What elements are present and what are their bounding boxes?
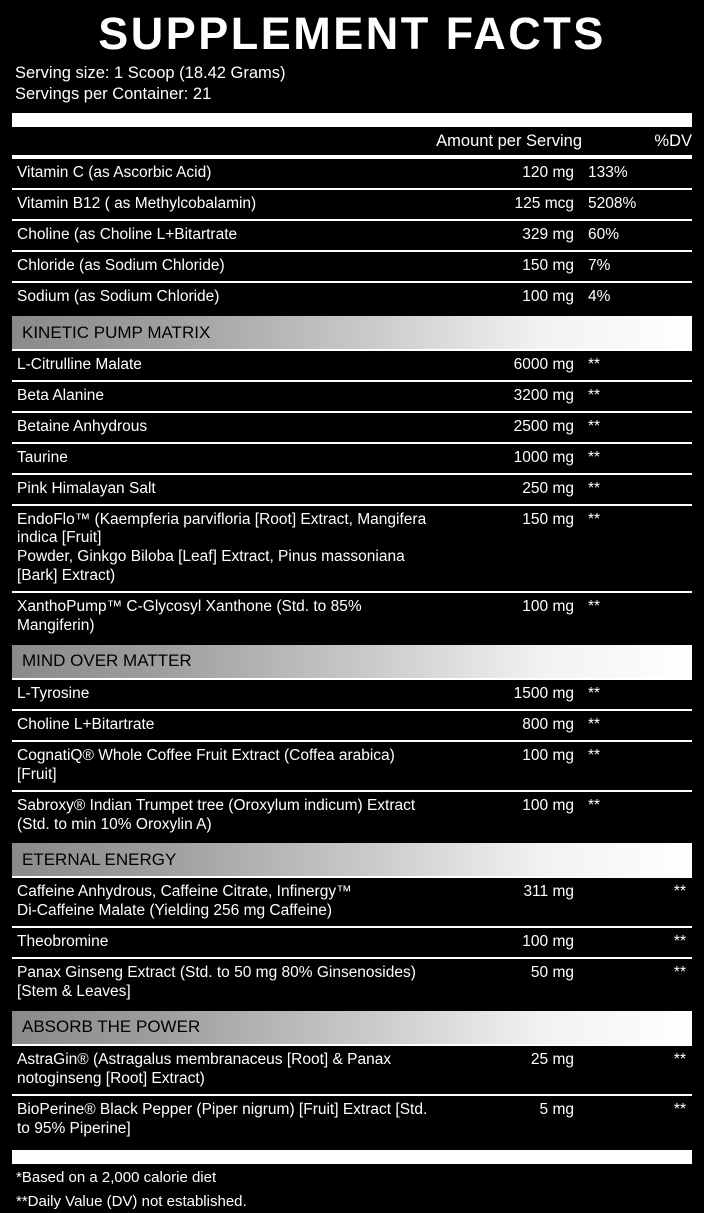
nutrient-name: Theobromine bbox=[17, 933, 109, 951]
nutrient-name-wrap bbox=[12, 792, 432, 840]
blend-0-row-6 bbox=[12, 593, 692, 641]
blend-1-row-1 bbox=[12, 711, 692, 740]
table-row bbox=[12, 475, 692, 504]
nutrient-name-line2: Powder, Ginkgo Biloba [Leaf] Extract, Pinus massoniana [Bark] Extract) bbox=[17, 548, 405, 585]
vitamins-table-2 bbox=[12, 190, 692, 219]
blend-0-row-0 bbox=[12, 351, 692, 380]
nutrient-name-wrap bbox=[12, 506, 432, 592]
nutrient-name-wrap bbox=[12, 878, 432, 926]
nutrient-dv: ** bbox=[588, 479, 601, 497]
blend-2-row-1 bbox=[12, 928, 692, 957]
nutrient-dv: 7% bbox=[588, 257, 611, 275]
nutrient-amount: 1500 mg bbox=[513, 684, 574, 702]
nutrient-dv: ** bbox=[588, 715, 601, 733]
nutrient-name: BioPerine® Black Pepper (Piper nigrum) [Fruit] Extract [Std. to 95% Piperine] bbox=[17, 1100, 428, 1137]
blend-header-eternal-energy: ETERNAL ENERGY bbox=[12, 843, 692, 876]
nutrient-name: Beta Alanine bbox=[17, 386, 105, 404]
nutrient-name: L-Tyrosine bbox=[17, 684, 90, 702]
table-row bbox=[12, 680, 692, 709]
nutrient-amount: 2500 mg bbox=[513, 417, 574, 435]
nutrient-name: Pink Himalayan Salt bbox=[17, 479, 156, 497]
nutrient-dv: ** bbox=[673, 883, 686, 901]
header-amount: Amount per Serving bbox=[436, 132, 582, 151]
header-dv: %DV bbox=[654, 132, 692, 151]
nutrient-dv: ** bbox=[673, 1050, 686, 1068]
table-row bbox=[12, 444, 692, 473]
table-row bbox=[12, 506, 692, 592]
nutrient-amount: 50 mg bbox=[530, 964, 574, 982]
nutrient-dv: ** bbox=[673, 964, 686, 982]
nutrient-amount: 150 mg bbox=[522, 257, 574, 275]
header-divider-bar bbox=[12, 113, 692, 127]
nutrient-dv: ** bbox=[588, 356, 601, 373]
blend-header-absorb-the-power: ABSORB THE POWER bbox=[12, 1011, 692, 1044]
nutrient-amount: 100 mg bbox=[522, 598, 574, 616]
blend-1-row-3 bbox=[12, 792, 692, 840]
blend-0-row-3 bbox=[12, 444, 692, 473]
table-row bbox=[12, 190, 692, 219]
nutrient-amount: 125 mcg bbox=[514, 195, 574, 213]
vitamins-table bbox=[12, 159, 692, 188]
blend-0-row-1 bbox=[12, 382, 692, 411]
nutrient-amount: 100 mg bbox=[522, 746, 574, 764]
footnote-calorie-diet: *Based on a 2,000 calorie diet bbox=[16, 1168, 217, 1186]
nutrient-dv: 5208% bbox=[588, 195, 637, 213]
serving-size: Serving size: 1 Scoop (18.42 Grams) bbox=[15, 64, 286, 83]
table-row bbox=[12, 742, 692, 790]
nutrient-name-line1: Caffeine Anhydrous, Caffeine Citrate, Infinergy™ bbox=[17, 883, 352, 901]
blend-header-kinetic-pump-matrix: KINETIC PUMP MATRIX bbox=[12, 316, 692, 349]
table-row bbox=[12, 1046, 692, 1094]
blend-1-row-2 bbox=[12, 742, 692, 790]
nutrient-name: Panax Ginseng Extract (Std. to 50 mg 80% Ginsenosides) [Stem & Leaves] bbox=[17, 964, 416, 1001]
nutrient-amount: 100 mg bbox=[522, 796, 574, 814]
nutrient-name-line2: Di-Caffeine Malate (Yielding 256 mg Caffeine) bbox=[17, 902, 333, 920]
nutrient-dv: ** bbox=[588, 598, 601, 616]
nutrient-dv: 133% bbox=[588, 164, 628, 182]
table-row bbox=[12, 792, 692, 840]
nutrient-dv: ** bbox=[588, 684, 601, 702]
table-row bbox=[12, 928, 692, 957]
nutrient-name: AstraGin® (Astragalus membranaceus [Root] & Panax notoginseng [Root] Extract) bbox=[17, 1050, 392, 1087]
facts-table bbox=[12, 127, 692, 155]
nutrient-dv: ** bbox=[588, 796, 601, 814]
nutrient-name: Vitamin B12 ( as Methylcobalamin) bbox=[17, 195, 257, 213]
blend-2-row-2 bbox=[12, 959, 692, 1007]
nutrient-dv: ** bbox=[588, 746, 601, 764]
servings-per-container: Servings per Container: 21 bbox=[15, 85, 212, 104]
nutrient-dv: ** bbox=[588, 448, 601, 466]
nutrient-name: Choline L+Bitartrate bbox=[17, 715, 155, 733]
table-row bbox=[12, 252, 692, 281]
nutrient-dv: 60% bbox=[588, 226, 620, 244]
table-row bbox=[12, 283, 692, 312]
table-row bbox=[12, 382, 692, 411]
nutrient-amount: 3200 mg bbox=[513, 386, 574, 404]
table-row bbox=[12, 878, 692, 926]
nutrient-dv: ** bbox=[588, 510, 601, 528]
nutrient-amount: 25 mg bbox=[530, 1050, 574, 1068]
nutrient-amount: 5 mg bbox=[539, 1100, 574, 1118]
nutrient-amount: 1000 mg bbox=[513, 448, 574, 466]
blend-1-row-0 bbox=[12, 680, 692, 709]
nutrient-name-line1: EndoFlo™ (Kaempferia parvifloria [Root] Extract, Mangifera indica [Fruit] bbox=[17, 510, 427, 547]
nutrient-amount: 6000 mg bbox=[513, 356, 574, 373]
table-row bbox=[12, 159, 692, 188]
blend-2-row-0 bbox=[12, 878, 692, 926]
nutrient-name: CognatiQ® Whole Coffee Fruit Extract (Coffea arabica)[Fruit] bbox=[17, 746, 395, 783]
nutrient-dv: ** bbox=[588, 386, 601, 404]
blend-header-mind-over-matter: MIND OVER MATTER bbox=[12, 645, 692, 678]
table-row bbox=[12, 413, 692, 442]
nutrient-name: L-Citrulline Malate bbox=[17, 356, 142, 373]
nutrient-name: Chloride (as Sodium Chloride) bbox=[17, 257, 225, 275]
nutrient-amount: 329 mg bbox=[522, 226, 574, 244]
nutrient-amount: 311 mg bbox=[523, 883, 574, 901]
table-row bbox=[12, 1096, 692, 1144]
footer-divider-bar bbox=[12, 1150, 692, 1164]
nutrient-name: Sodium (as Sodium Chloride) bbox=[17, 288, 220, 306]
blend-3-row-0 bbox=[12, 1046, 692, 1094]
table-header-row bbox=[12, 127, 692, 155]
vitamins-table-4 bbox=[12, 252, 692, 281]
nutrient-name: Choline (as Choline L+Bitartrate bbox=[17, 226, 238, 244]
nutrient-amount: 800 mg bbox=[522, 715, 574, 733]
page-title: SUPPLEMENT FACTS bbox=[98, 8, 606, 59]
table-row bbox=[12, 593, 692, 641]
nutrient-amount: 100 mg bbox=[522, 933, 574, 951]
nutrient-dv: ** bbox=[588, 417, 601, 435]
table-row bbox=[12, 221, 692, 250]
nutrient-name-line1: Sabroxy® Indian Trumpet tree (Oroxylum indicum) Extract bbox=[17, 796, 416, 814]
vitamins-table-5 bbox=[12, 283, 692, 312]
nutrient-name: Vitamin C (as Ascorbic Acid) bbox=[17, 164, 212, 182]
table-row bbox=[12, 351, 692, 380]
blend-0-row-2 bbox=[12, 413, 692, 442]
blend-0-row-4 bbox=[12, 475, 692, 504]
nutrient-amount: 100 mg bbox=[522, 288, 574, 306]
nutrient-name-line2: (Std. to min 10% Oroxylin A) bbox=[17, 815, 212, 833]
blend-0-row-5 bbox=[12, 506, 692, 592]
nutrient-name: Betaine Anhydrous bbox=[17, 417, 148, 435]
nutrient-amount: 250 mg bbox=[522, 479, 574, 497]
nutrient-amount: 120 mg bbox=[522, 164, 574, 182]
nutrient-dv: 4% bbox=[588, 288, 611, 306]
nutrient-amount: 150 mg bbox=[522, 510, 574, 528]
nutrient-name: XanthoPump™ C-Glycosyl Xanthone (Std. to 85% Mangiferin) bbox=[17, 598, 362, 635]
nutrient-dv: ** bbox=[673, 1100, 686, 1118]
table-row bbox=[12, 959, 692, 1007]
blend-3-row-1 bbox=[12, 1096, 692, 1144]
nutrient-dv: ** bbox=[673, 933, 686, 951]
footnote-daily-value: **Daily Value (DV) not established. bbox=[16, 1193, 247, 1211]
table-row bbox=[12, 711, 692, 740]
vitamins-table-3 bbox=[12, 221, 692, 250]
header-spacer bbox=[12, 127, 432, 155]
nutrient-name: Taurine bbox=[17, 448, 68, 466]
